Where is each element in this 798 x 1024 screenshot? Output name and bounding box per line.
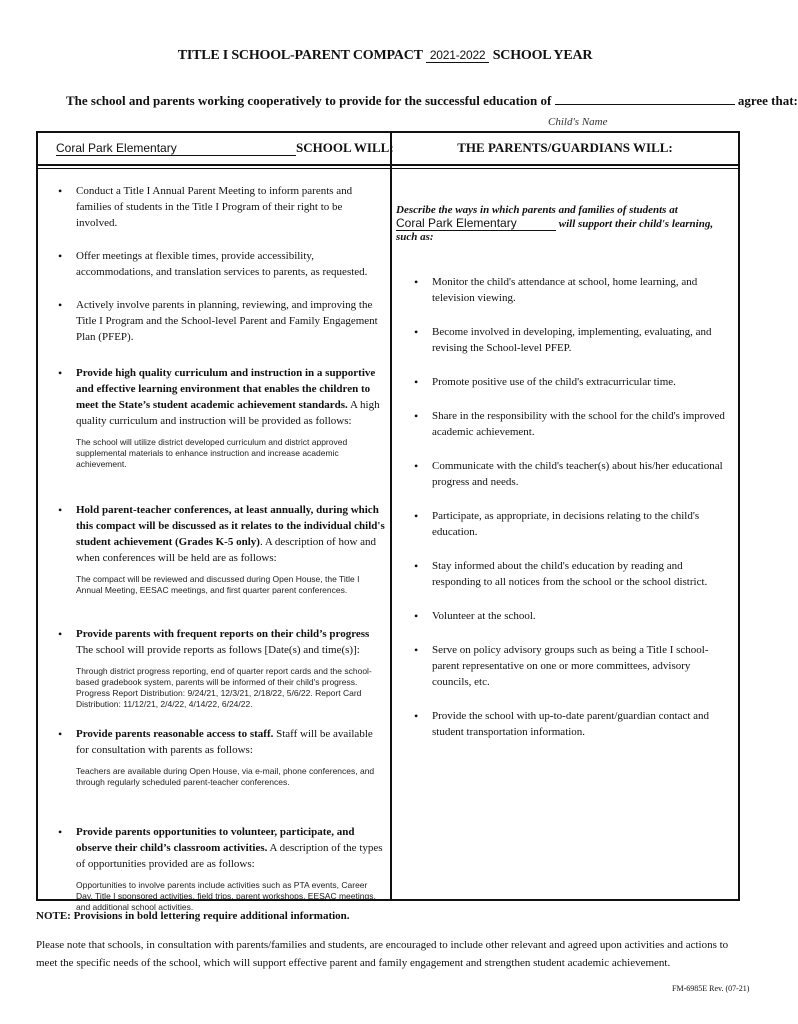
school-item-text: Actively involve parents in planning, reviewing, and improving the Title I Program and the School-level Parent and Family Engagement Plan (PFEP).: [76, 299, 378, 343]
agreement-suffix: agree that:: [737, 93, 798, 108]
column-divider: [390, 131, 392, 901]
parent-item: • Serve on policy advisory groups such as being a Title I school-parent representative on one or more committees, advisory councils, etc.: [412, 642, 732, 690]
parent-item: • Stay informed about the child's education by reading and responding to all notices from the school or the school district.: [412, 558, 732, 590]
school-item-detail-field[interactable]: Through district progress reporting, end of quarter report cards and the school-based gradebook system, parents will be informed of their child's progress. Progress Report Distribution: 9/24/21, 12/3/21, 2/18/22, 5/6/22. Report Card Distribution: 11/12/21, 2/4/22, 4/14/22, 6/24/22.: [76, 666, 372, 709]
school-item-text: A high quality curriculum and instruction will be provided as follows:: [76, 399, 380, 427]
school-item-text: A description of the types of opportunities provided are as follows:: [76, 842, 383, 870]
school-items-list: [56, 183, 386, 913]
school-item-text: Offer meetings at flexible times, provide accessibility, accommodations, and translation services to parents, as requested.: [76, 250, 368, 278]
school-item: [56, 248, 386, 280]
school-item-text: The school will provide reports as follows [Date(s) and time(s)]:: [76, 644, 360, 656]
parent-item: • Become involved in developing, implementing, evaluating, and revising the School-level PFEP.: [412, 324, 732, 356]
school-item-bold: Provide high quality curriculum and instruction in a supportive and effective learning environment that enables the children to meet the State’s student academic achievement standards.: [76, 367, 376, 411]
parents-intro: [396, 204, 736, 243]
title-prefix: TITLE I SCHOOL-PARENT COMPACT: [177, 48, 423, 63]
parent-item: • Communicate with the child's teacher(s) about his/her educational progress and needs.: [412, 458, 732, 490]
school-item: [56, 365, 386, 470]
school-item-detail-field[interactable]: Opportunities to involve parents include activities such as PTA events, Career Day, Title I sponsored activities, field trips, parent workshops, EESAC meetings, and additional school activities.: [76, 880, 376, 912]
school-will-label: SCHOOL WILL:: [296, 140, 394, 155]
footer-paragraph: Please note that schools, in consultation with parents/families and students, are encouraged to include other relevant and agreed upon activities and actions to meet the specific needs of the school, which will support effective parent and family engagement and strengthen student academic achievement.: [36, 939, 729, 969]
parents-column-header: THE PARENTS/GUARDIANS WILL:: [457, 140, 673, 155]
form-number: FM-6985E Rev. (07-21): [672, 984, 750, 993]
bold-provisions-note: NOTE: Provisions in bold lettering require additional information.: [36, 910, 350, 922]
school-item-detail-field[interactable]: The compact will be reviewed and discussed during Open House, the Title I Annual Meeting, EESAC meetings, and first quarter parent conferences.: [76, 574, 360, 595]
header-rule-thin: [36, 168, 740, 169]
parent-item: • Volunteer at the school.: [412, 608, 732, 624]
title-suffix: SCHOOL YEAR: [492, 48, 593, 63]
school-item-text: Conduct a Title I Annual Parent Meeting to inform parents and families of students in the Title I Program of their right to be involved.: [76, 185, 353, 229]
agreement-text: The school and parents working cooperatively to provide for the successful education of: [66, 93, 552, 108]
school-item: [56, 183, 386, 231]
school-item: [56, 824, 386, 913]
school-item-bold: Provide parents reasonable access to staff.: [76, 728, 274, 740]
parent-item: • Monitor the child's attendance at school, home learning, and television viewing.: [412, 274, 732, 306]
school-item-detail-field[interactable]: The school will utilize district developed curriculum and district approved supplemental materials to enhance instruction and increase academic achievement.: [76, 437, 348, 469]
school-column-header: [56, 140, 394, 156]
child-name-label: Child's Name: [548, 116, 608, 128]
school-item-bold: Hold parent-teacher conferences, at least annually, during which this compact will be discussed as it relates to the individual child's student achievement (Grades K-5 only): [76, 504, 385, 548]
school-item: [56, 502, 386, 596]
parent-item: • Participate, as appropriate, in decisions relating to the child's education.: [412, 508, 732, 540]
school-item-bold: Provide parents with frequent reports on their child’s progress: [76, 628, 370, 640]
child-name-field[interactable]: [555, 92, 735, 105]
school-commitments: [56, 183, 386, 913]
parent-item: • Share in the responsibility with the school for the child's improved academic achievement.: [412, 408, 732, 440]
school-item-text: Staff will be available for consultation with parents as follows:: [76, 728, 373, 756]
parent-commitments: [412, 274, 732, 740]
parents-school-name-field[interactable]: Coral Park Elementary: [396, 216, 556, 231]
parent-item: • Promote positive use of the child's extracurricular time.: [412, 374, 732, 390]
school-item: [56, 297, 386, 345]
school-item-detail-field[interactable]: Teachers are available during Open House, via e-mail, phone conferences, and through regularly scheduled parent-teacher conferences.: [76, 766, 375, 787]
document-title: [0, 48, 770, 64]
school-year-field[interactable]: 2021-2022: [426, 48, 490, 63]
school-name-field[interactable]: Coral Park Elementary: [56, 141, 296, 156]
parent-items-list: [412, 274, 732, 740]
parent-item: • Provide the school with up-to-date parent/guardian contact and student transportation information.: [412, 708, 732, 740]
school-item: [56, 726, 386, 788]
parents-intro-text: Describe the ways in which parents and families of students at: [396, 204, 678, 216]
agreement-line: [66, 92, 798, 109]
school-item-text: . A description of how and when conferences will be held are as follows:: [76, 536, 377, 564]
school-item-bold: Provide parents opportunities to volunteer, participate, and observe their child’s classroom activities.: [76, 826, 355, 854]
header-rule: [36, 164, 740, 166]
school-item: [56, 626, 386, 710]
parents-intro-suffix: will support their child's learning, such as:: [396, 218, 714, 243]
